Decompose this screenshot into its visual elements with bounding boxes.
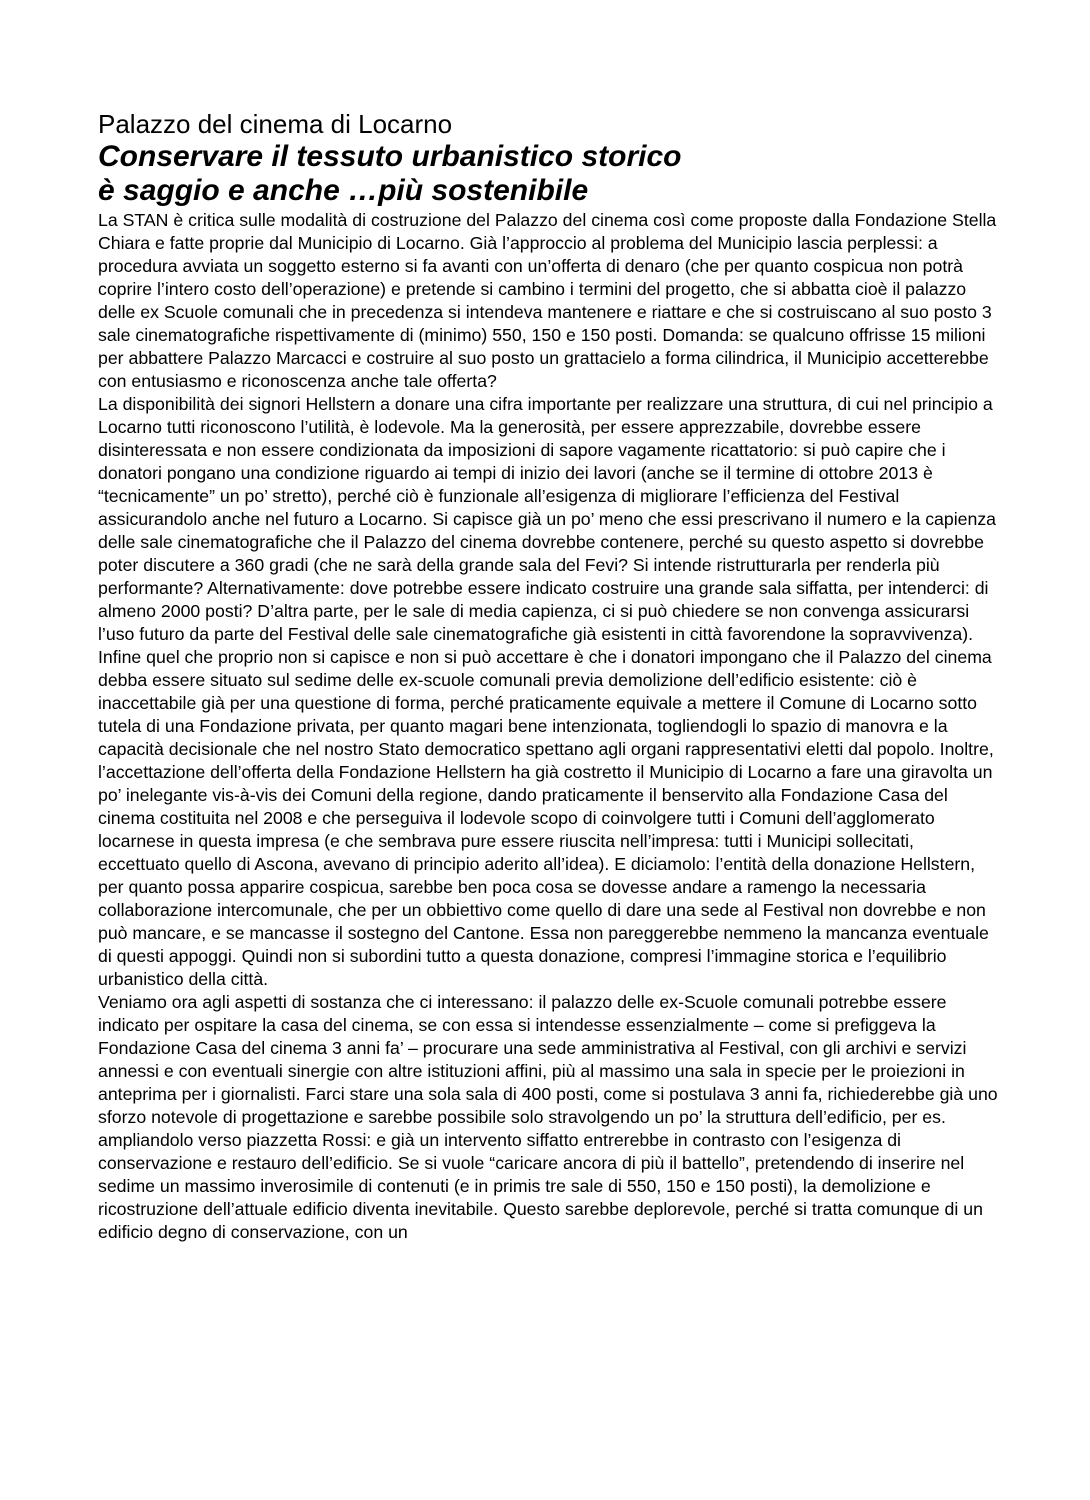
headline-line-1: Conservare il tessuto urbanistico storico [98, 140, 682, 173]
paragraph-3: Infine quel che proprio non si capisce e non si può accettare è che i donatori impongano che il Palazzo del cinema debba essere situato sul sedime delle ex-scuole comunali previa demolizione dell’edificio esistente: ciò è inaccettabile già per una questione di forma, perché praticamente equivale a mettere il Comune di Locarno sotto tutela di una Fondazione privata, per quanto magari bene intenzionata, togliendogli lo spazio di manovra e la capacità decisionale che nel nostro Stato democratico spettano agli organi rappresentativi eletti dal popolo. Inoltre, l’accettazione dell’offerta della Fondazione Hellstern ha già costretto il Municipio di Locarno a fare una giravolta un po’ inelegante vis-à-vis dei Comuni della regione, dando praticamente il benservito alla Fondazione Casa del cinema costituita nel 2008 e che perseguiva il lodevole scopo di coinvolgere tutti i Comuni dell’agglomerato locarnese in questa impresa (e che sembrava pure essere riuscita nell’impresa: tutti i Municipi sollecitati, eccettuato quello di Ascona, avevano di principio aderito all’idea). E diciamolo: l’entità della donazione Hellstern, per quanto possa apparire cospicua, sarebbe ben poca cosa se dovesse andare a ramengo la necessaria collaborazione intercomunale, che per un obbiettivo come quello di dare una sede al Festival non dovrebbe e non può mancare, e se mancasse il sostegno del Cantone. Essa non pareggerebbe nemmeno la mancanza eventuale di questi appoggi. Quindi non si subordini tutto a questa donazione, compresi l’immagine storica e l’equilibrio urbanistico della città. [98, 647, 994, 989]
article [98, 108, 998, 1244]
article-supertitle: Palazzo del cinema di Locarno [98, 109, 453, 139]
article-body [98, 209, 998, 1244]
paragraph-1: La STAN è critica sulle modalità di costruzione del Palazzo del cinema così come proposte dalla Fondazione Stella Chiara e fatte proprie dal Municipio di Locarno. Già l’approccio al problema del Municipio lascia perplessi: a procedura avviata un soggetto esterno si fa avanti con un’offerta di denaro (che per quanto cospicua non potrà coprire l’intero costo dell’operazione) e pretende si cambino i termini del progetto, che si abbatta cioè il palazzo delle ex Scuole comunali che in precedenza si intendeva mantenere e riattare e che si costruiscano al suo posto 3 sale cinematografiche rispettivamente di (minimo) 550, 150 e 150 posti. Domanda: se qualcuno offrisse 15 milioni per abbattere Palazzo Marcacci e costruire al suo posto un grattacielo a forma cilindrica, il Municipio accetterebbe con entusiasmo e riconoscenza anche tale offerta? [98, 210, 997, 391]
article-headline [98, 140, 998, 208]
paragraph-4: Veniamo ora agli aspetti di sostanza che ci interessano: il palazzo delle ex-Scuole comunali potrebbe essere indicato per ospitare la casa del cinema, se con essa si intendesse essenzialmente – come si prefiggeva la Fondazione Casa del cinema 3 anni fa’ – procurare una sede amministrativa al Festival, con gli archivi e servizi annessi e con eventuali sinergie con altre istituzioni affini, più al massimo una sala in specie per le proiezioni in anteprima per i giornalisti. Farci stare una sola sala di 400 posti, come si postulava 3 anni fa, richiederebbe già uno sforzo notevole di progettazione e sarebbe possibile solo stravolgendo un po’ la struttura dell’edificio, per es. ampliandolo verso piazzetta Rossi: e già un intervento siffatto entrerebbe in contrasto con l’esigenza di conservazione e restauro dell’edificio. Se si vuole “caricare ancora di più il battello”, pretendendo di inserire nel sedime un massimo inverosimile di contenuti (e in primis tre sale di 550, 150 e 150 posti), la demolizione e ricostruzione dell’attuale edificio diventa inevitabile. Questo sarebbe deplorevole, perché si tratta comunque di un edificio degno di conservazione, con un [98, 992, 998, 1242]
headline-line-2: è saggio e anche …più sostenibile [98, 174, 589, 207]
paragraph-2: La disponibilità dei signori Hellstern a donare una cifra importante per realizzare una struttura, di cui nel principio a Locarno tutti riconoscono l’utilità, è lodevole. Ma la generosità, per essere apprezzabile, dovrebbe essere disinteressata e non essere condizionata da imposizioni di sapore vagamente ricattatorio: si può capire che i donatori pongano una condizione riguardo ai tempi di inizio dei lavori (anche se il termine di ottobre 2013 è “tecnicamente” un po’ stretto), perché ciò è funzionale all’esigenza di migliorare l’efficienza del Festival assicurandolo anche nel futuro a Locarno. Si capisce già un po’ meno che essi prescrivano il numero e la capienza delle sale cinematografiche che il Palazzo del cinema dovrebbe contenere, perché su questo aspetto si dovrebbe poter discutere a 360 gradi (che ne sarà della grande sala del Fevi? Si intende ristrutturarla per renderla più performante? Alternativamente: dove potrebbe essere indicato costruire una grande sala siffatta, per intenderci: di almeno 2000 posti? D’altra parte, per le sale di media capienza, ci si può chiedere se non convenga assicurarsi l’uso futuro da parte del Festival delle sale cinematografiche già esistenti in città favorendone la sopravvivenza). [98, 394, 997, 644]
